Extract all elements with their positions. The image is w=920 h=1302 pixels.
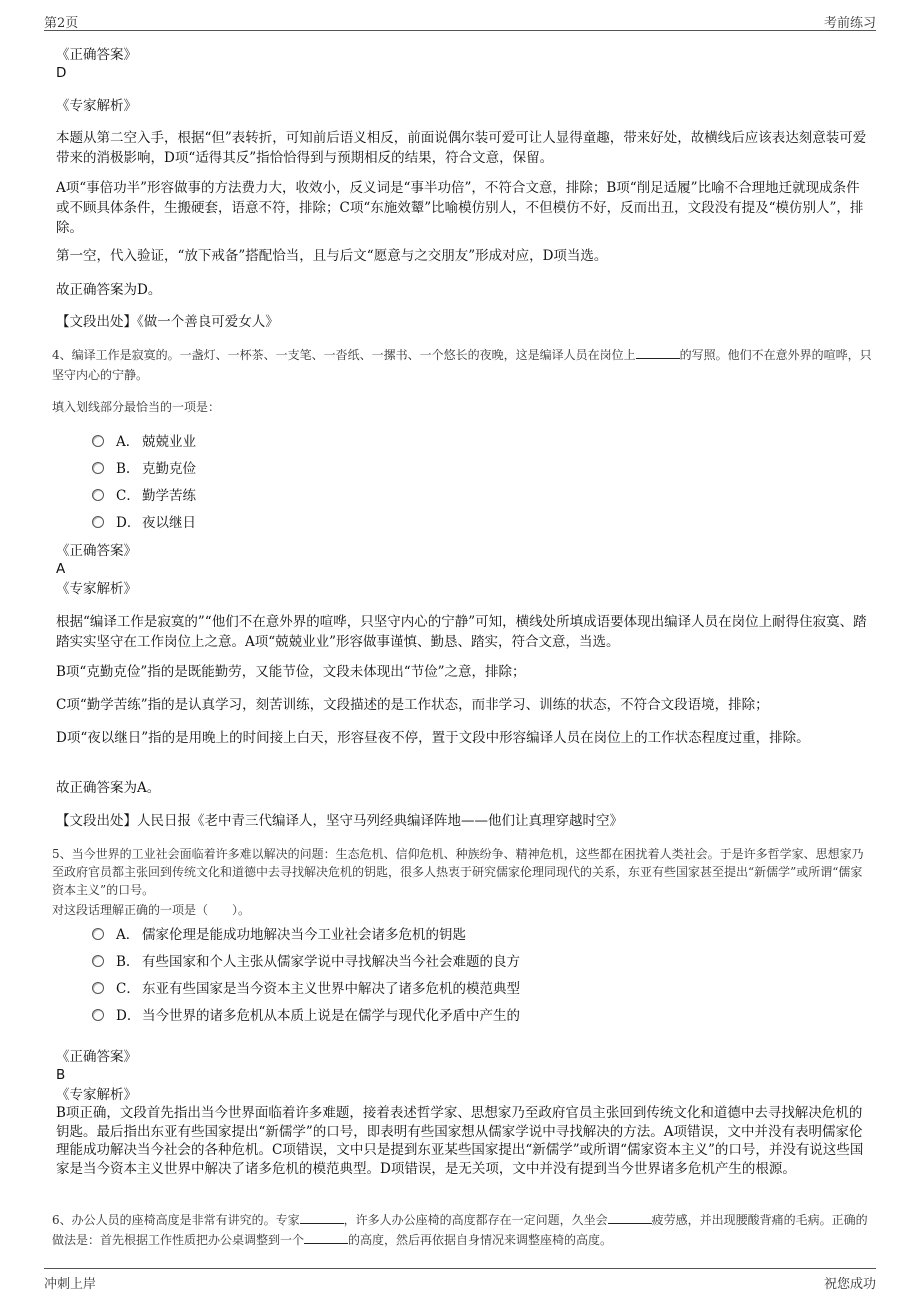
question-stem-part: ，许多人办公座椅的高度都存在一定问题，久坐会 — [343, 1213, 608, 1227]
fill-blank — [608, 1211, 652, 1224]
analysis-paragraph: 第一空，代入验证，“放下戒备”搭配恰当，且与后文“愿意与之交朋友”形成对应，D项当选。 — [56, 248, 608, 264]
answer-label: 《正确答案》 — [56, 543, 137, 559]
radio-icon[interactable] — [92, 1009, 104, 1021]
question-stem-part: 疲劳感，并出现腰酸背痛的毛病。正确的做法是：首先根据工作性质把办公桌调整到一个 — [52, 1213, 868, 1247]
analysis-label: 《专家解析》 — [56, 581, 137, 597]
question-stem-part: 的高度，然后再依据自身情况来调整座椅的高度。 — [348, 1233, 613, 1247]
option-b[interactable] — [92, 459, 196, 479]
option-c[interactable] — [92, 486, 196, 506]
analysis-paragraph: D项“夜以继日”指的是用晚上的时间接上白天，形容昼夜不停，置于文段中形容编译人员在岗位上的工作状态程度过重，排除。 — [56, 730, 810, 746]
option-text: 克勤克俭 — [142, 461, 196, 477]
answer-value: A — [56, 561, 66, 577]
question-stem-part: 6、办公人员的座椅高度是非常有讲究的。专家 — [52, 1213, 300, 1227]
option-letter: B. — [116, 954, 131, 970]
footer-right-text: 祝您成功 — [823, 1277, 876, 1292]
question-prompt: 对这段话理解正确的一项是（ ）。 — [52, 903, 251, 917]
analysis-paragraph: 根据“编译工作是寂寞的”“他们不在意外界的喧哗，只坚守内心的宁静”可知，横线处所填成语要体现出编译人员在岗位上耐得住寂寞、踏踏实实坚守在工作岗位上之意。A项“兢兢业业”形容做事谨慎、勤恳、踏实，符合文意，当选。 — [56, 614, 867, 650]
radio-icon[interactable] — [92, 928, 104, 940]
option-d[interactable] — [92, 513, 196, 533]
answer-value: B — [56, 1067, 66, 1083]
analysis-paragraph: B项正确，文段首先指出当今世界面临着许多难题，接着表述哲学家、思想家乃至政府官员主张回到传统文化和道德中去寻找解决危机的钥匙。最后指出东亚有些国家提出“新儒学”的口号，即表明有些国家想从儒家学说中寻找解决的方法。A项错误，文中并没有表明儒家伦理能成功解决当今社会的各种危机。C项错误，文中只是提到东亚某些国家提出“新儒学”或所谓“儒家资本主义”的口号，并没有说这些国家是当今资本主义世界中解决了诸多危机的模范典型。D项错误，是无关项，文中并没有提到当今世界诸多危机产生的根源。 — [56, 1105, 864, 1177]
option-letter: A． — [116, 927, 140, 943]
radio-icon[interactable] — [92, 435, 104, 447]
option-letter: C． — [116, 981, 140, 997]
question-stem — [52, 345, 872, 385]
page-number: 第2页 — [44, 16, 79, 31]
option-d[interactable] — [92, 1006, 520, 1026]
analysis-paragraph: C项“勤学苦练”指的是认真学习，刻苦训练，文段描述的是工作状态，而非学习、训练的状态，不符合文段语境，排除； — [56, 697, 769, 713]
analysis-paragraph: B项“克勤克俭”指的是既能勤劳，又能节俭，文段未体现出“节俭”之意，排除； — [56, 664, 526, 680]
option-letter: A． — [116, 434, 140, 450]
analysis-paragraph: 故正确答案为A。 — [56, 780, 161, 796]
source-citation: 【文段出处】《做一个善良可爱女人》 — [56, 314, 279, 330]
analysis-paragraph: A项“事倍功半”形容做事的方法费力大，收效小，反义词是“事半功倍”，不符合文意，排除；B项“削足适履”比喻不合理地迁就现成条件或不顾具体条件，生搬硬套，语意不符，排除；C项“东施效颦”比喻模仿别人，不但模仿不好，反而出丑，文段没有提及“模仿别人”，排除。 — [56, 180, 864, 236]
answer-value: D — [56, 65, 67, 81]
footer-left-text: 冲刺上岸 — [44, 1277, 97, 1292]
option-text: 兢兢业业 — [142, 434, 196, 450]
radio-icon[interactable] — [92, 462, 104, 474]
question-stem-part: 4、编译工作是寂寞的。一盏灯、一杯茶、一支笔、一沓纸、一摞书、一个悠长的夜晚，这是编译人员在岗位上 — [52, 348, 636, 362]
analysis-paragraph: 本题从第二空入手，根据“但”表转折，可知前后语义相反，前面说偶尔装可爱可让人显得童趣，带来好处，故横线后应该表达刻意装可爱带来的消极影响，D项“适得其反”指恰恰得到与预期相反的结果，符合文意，保留。 — [56, 130, 867, 166]
radio-icon[interactable] — [92, 955, 104, 967]
option-text: 勤学苦练 — [142, 488, 196, 504]
option-text: 有些国家和个人主张从儒家学说中寻找解决当今社会难题的良方 — [142, 954, 520, 970]
header-title: 考前练习 — [823, 16, 876, 31]
option-text: 东亚有些国家是当今资本主义世界中解决了诸多危机的模范典型 — [142, 981, 520, 997]
option-b[interactable] — [92, 952, 520, 972]
option-letter: C． — [116, 488, 140, 504]
option-a[interactable] — [92, 432, 196, 452]
answer-label: 《正确答案》 — [56, 1049, 137, 1065]
radio-icon[interactable] — [92, 982, 104, 994]
fill-blank — [300, 1211, 344, 1224]
page-footer — [44, 1268, 876, 1293]
fill-blank — [636, 346, 680, 359]
option-text: 当今世界的诸多危机从本质上说是在儒学与现代化矛盾中产生的 — [142, 1008, 520, 1024]
question-stem — [52, 1210, 872, 1250]
option-letter: B. — [116, 461, 131, 477]
radio-icon[interactable] — [92, 516, 104, 528]
page-header — [44, 10, 876, 31]
analysis-label: 《专家解析》 — [56, 1087, 137, 1103]
question-stem: 5、当今世界的工业社会面临着许多难以解决的问题：生态危机、信仰危机、种族纷争、精神危机，这些都在困扰着人类社会。于是许多哲学家、思想家乃至政府官员都主张回到传统文化和道德中去寻找解决危机的钥匙，很多人热衷于研究儒家伦理同现代的关系，东亚有些国家甚至提出“新儒学”或所谓“儒家资本主义”的口号。 — [52, 847, 864, 897]
radio-icon[interactable] — [92, 489, 104, 501]
option-text: 夜以继日 — [142, 515, 196, 531]
question-stem-part: 的写照。他们不在意外界的喧哗，只坚守内心的宁静。 — [52, 348, 872, 382]
option-a[interactable] — [92, 925, 466, 945]
answer-label: 《正确答案》 — [56, 47, 137, 63]
analysis-label: 《专家解析》 — [56, 98, 137, 114]
option-c[interactable] — [92, 979, 520, 999]
fill-blank — [304, 1231, 348, 1244]
option-letter: D． — [116, 1008, 141, 1024]
analysis-paragraph: 故正确答案为D。 — [56, 282, 162, 298]
question-prompt: 填入划线部分最恰当的一项是： — [52, 400, 221, 414]
option-letter: D． — [116, 515, 141, 531]
option-text: 儒家伦理是能成功地解决当今工业社会诸多危机的钥匙 — [142, 927, 466, 943]
source-citation: 【文段出处】人民日报《老中青三代编译人，坚守马列经典编译阵地——他们让真理穿越时空》 — [56, 813, 623, 829]
